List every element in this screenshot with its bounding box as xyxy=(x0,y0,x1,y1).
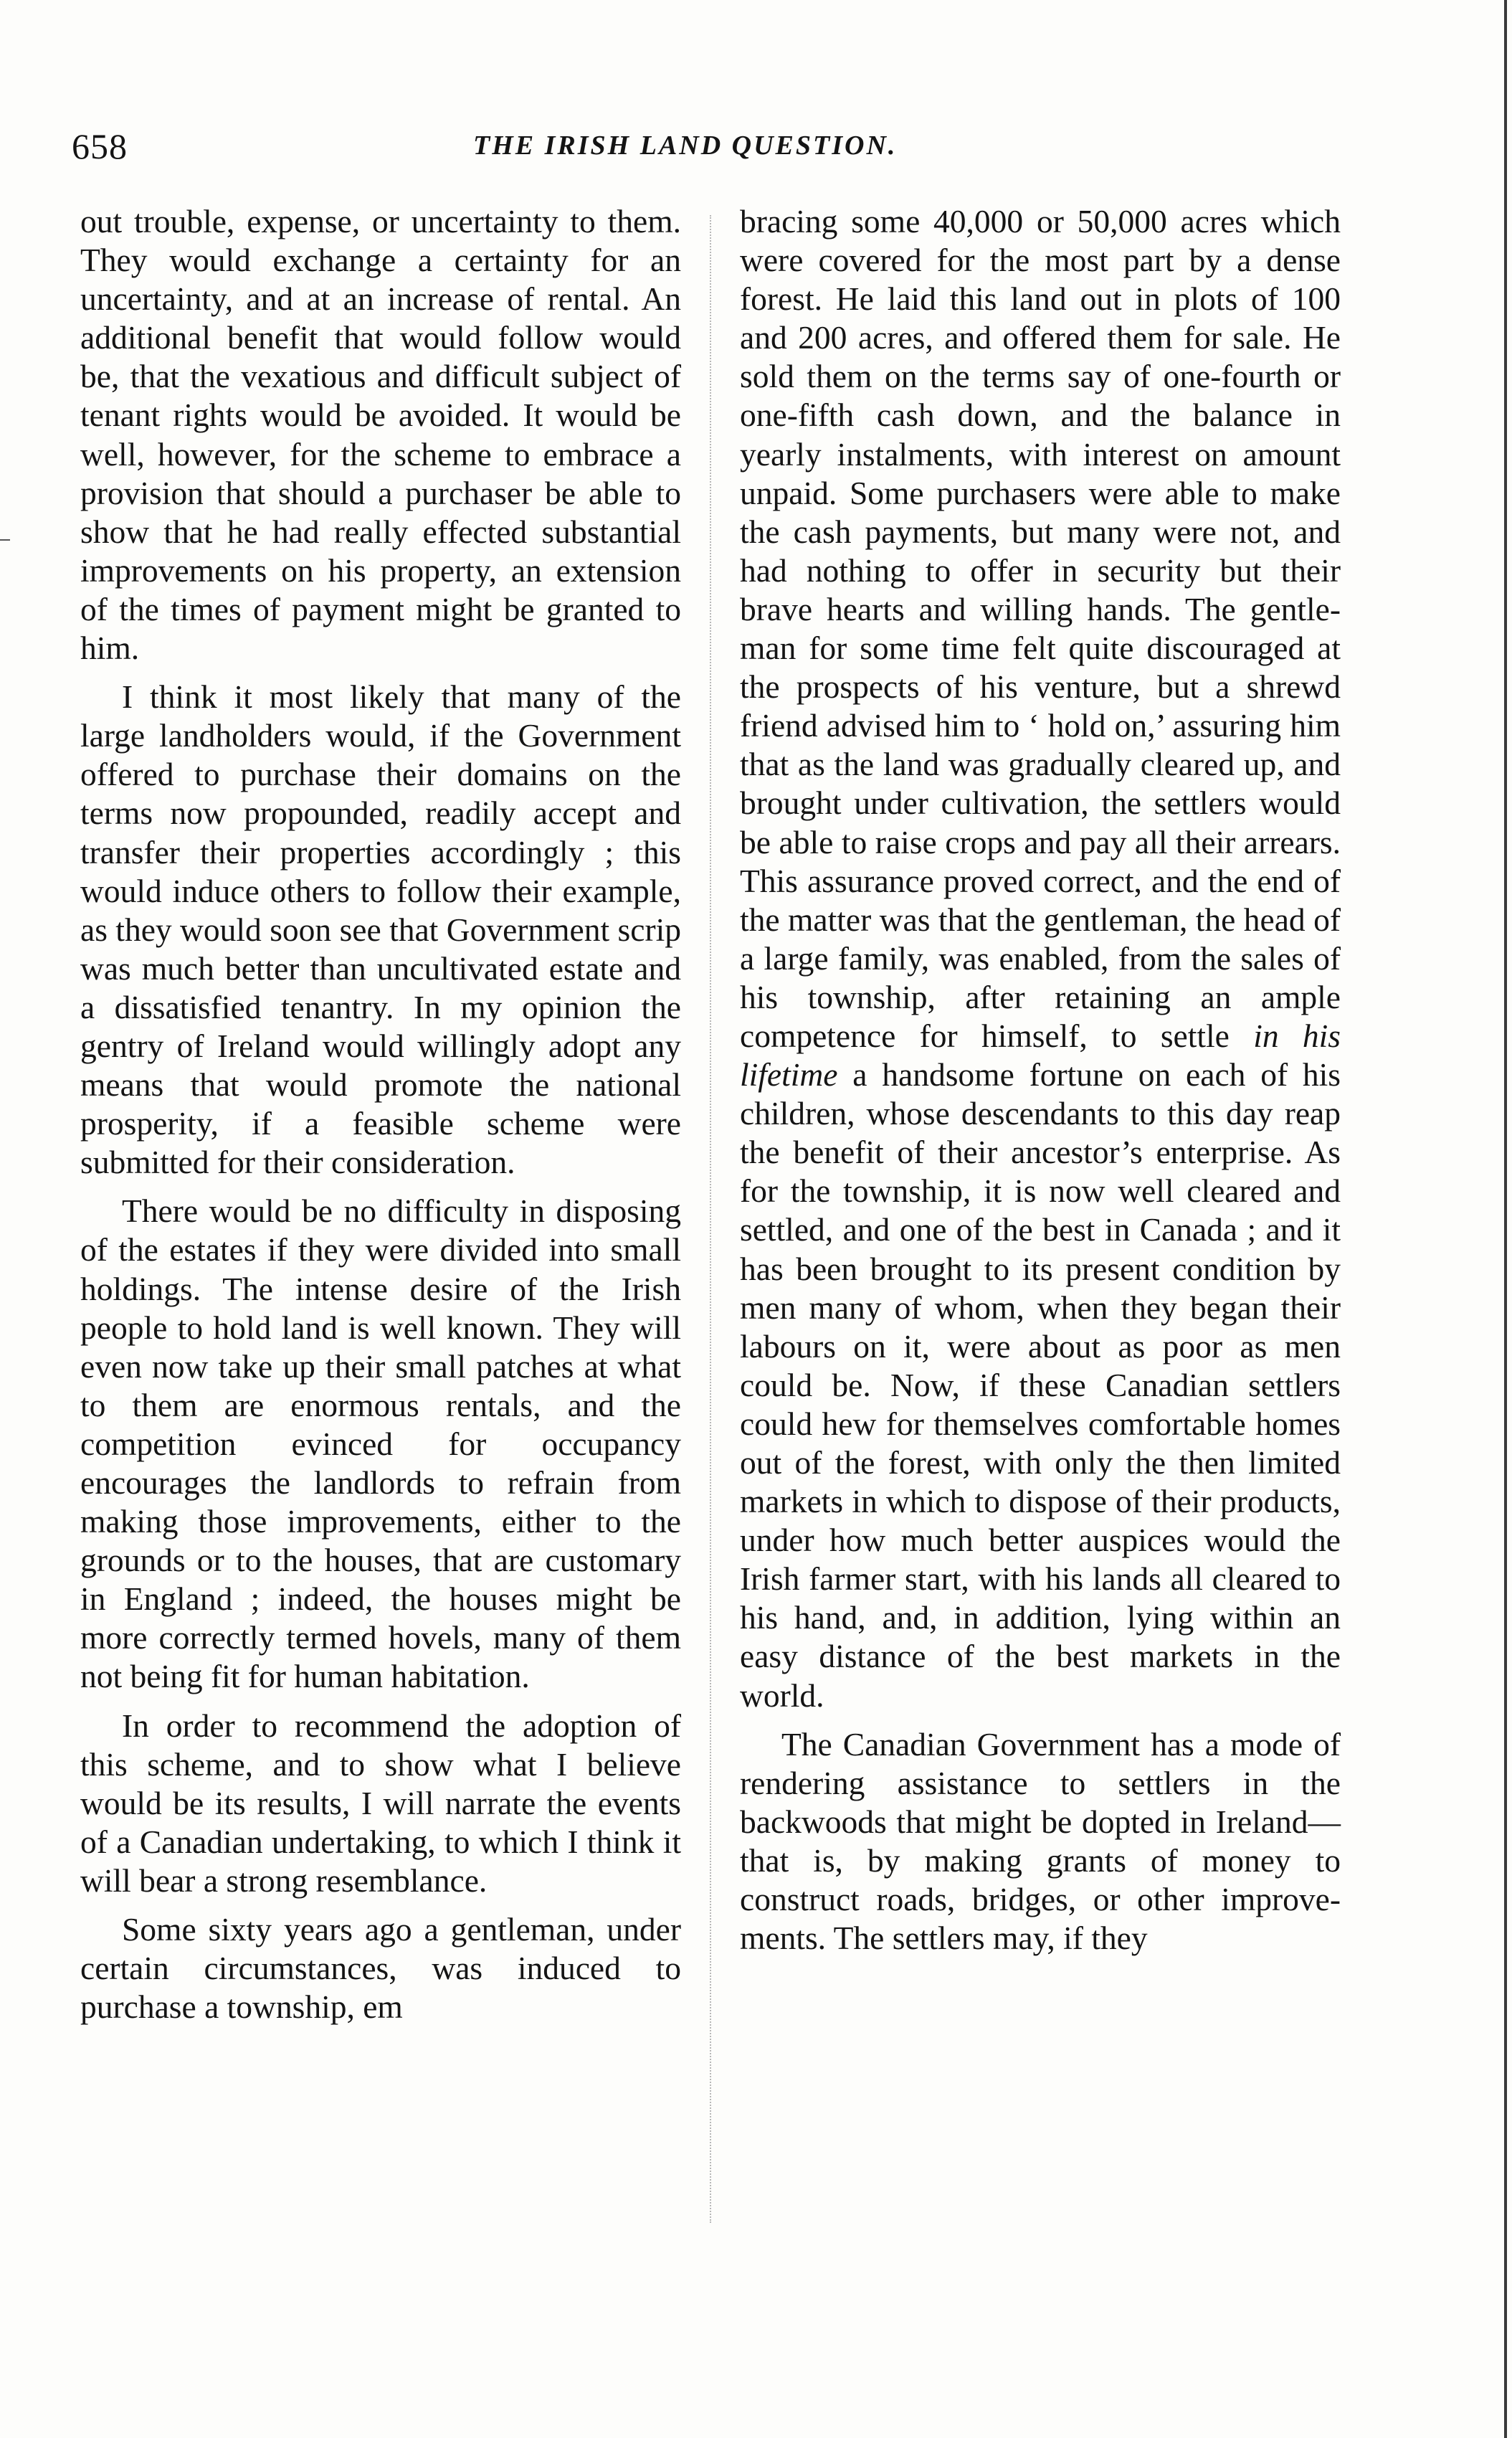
right-paragraph-1-end: a handsome fortune on each of his children, whose descendants to this day reap the benefit of their ancestor’s enterprise. As for the township, it is now well cleared and settled, and one of the best in Canada ; and it has been brought to its present condition by men many of whom, when they began their labours on it, were about as poor as men could be. Now, if these Canadian settlers could hew for themselves comfortable homes out of the forest, with only the then limited markets in which to dispose of their products, under how much better auspices would the Irish farmer start, with his lands all cleared to his hand, and, in addition, lying within an easy distance of the best markets in the world. xyxy=(740,1056,1341,1714)
left-paragraph-3: There would be no difficulty in disposing of the estates if they were divided into small holdings. The intense desire of the Irish people to hold land is well known. They will even now take up their small patches at what to them are enormous rentals, and the competition evinced for occupancy encourages the landlords to refrain from making those improvements, either to the grounds or to the houses, that are customary in England ; indeed, the houses might be more correctly termed hovels, many of them not being fit for human habitation. xyxy=(80,1192,681,1695)
running-title: THE IRISH LAND QUESTION. xyxy=(473,131,898,161)
right-paragraph-1 xyxy=(740,202,1341,1715)
left-column xyxy=(80,202,681,2026)
column-divider xyxy=(710,215,711,2223)
left-paragraph-1: out trouble, expense, or uncertainty to them. They would exchange a certainty for an uncertainty, and at an increase of rental. An additional benefit that would follow would be, that the vexatious and difficult subject of tenant rights would be avoided. It would be well, however, for the scheme to embrace a provision that should a purchaser be able to show that he had really effected substantial improvements on his property, an extension of the times of payment might be granted to him. xyxy=(80,203,681,667)
page-edge xyxy=(1504,0,1507,2438)
left-paragraph-2: I think it most likely that many of the large landholders would, if the Government offered to purchase their domains on the terms now propounded, readily accept and transfer their properties accordingly ; this would induce others to follow their example, as they would soon see that Government scrip was much better than uncultivated estate and a dissatisfied tenantry. In my opinion the gentry of Ireland would willingly adopt any means that would promote the national prosperity, if a feasible scheme were submitted for their consideration. xyxy=(80,678,681,1181)
right-paragraph-2: The Canadian Government has a mode of rendering assistance to settlers in the backwoods that might be dopted in Ireland—that is, by making grants of money to construct roads, bridges, or other improvements. The settlers may, if they xyxy=(740,1725,1341,1957)
left-paragraph-5: Some sixty years ago a gentleman, under certain circumstances, was induced to purchase a township, em xyxy=(80,1911,681,2026)
page-number: 658 xyxy=(72,126,128,166)
right-paragraph-1-start: bracing some 40,000 or 50,000 acres which were covered for the most part by a dense forest. He laid this land out in plots of 100 and 200 acres, and offered them for sale. He sold them on the terms say of one-fourth or one-fifth cash down, and the balance in yearly instalments, with interest on amount unpaid. Some purchasers were able to make the cash payments, but many were not, and had nothing to offer in security but their brave hearts and willing hands. The gentleman for some time felt quite discouraged at the prospects of his venture, but a shrewd friend advised him to ‘ hold on,’ assuring him that as the land was gradually cleared up, and brought under cultivation, the settlers would be able to raise crops and pay all their arrears. This assurance proved correct, and the end of the matter was that the gentleman, the head of a large family, was enabled, from the sales of his township, after retaining an ample competence for himself, to settle xyxy=(740,203,1341,1054)
running-head xyxy=(72,125,1333,176)
margin-mark xyxy=(0,539,10,541)
italic-phrase: in his lifetime xyxy=(740,1017,1341,1094)
right-column xyxy=(740,202,1341,1958)
left-paragraph-4: In order to recommend the adoption of this scheme, and to show what I believe would be its results, I will narrate the events of a Canadian undertaking, to which I think it will bear a strong resemblance. xyxy=(80,1707,681,1899)
